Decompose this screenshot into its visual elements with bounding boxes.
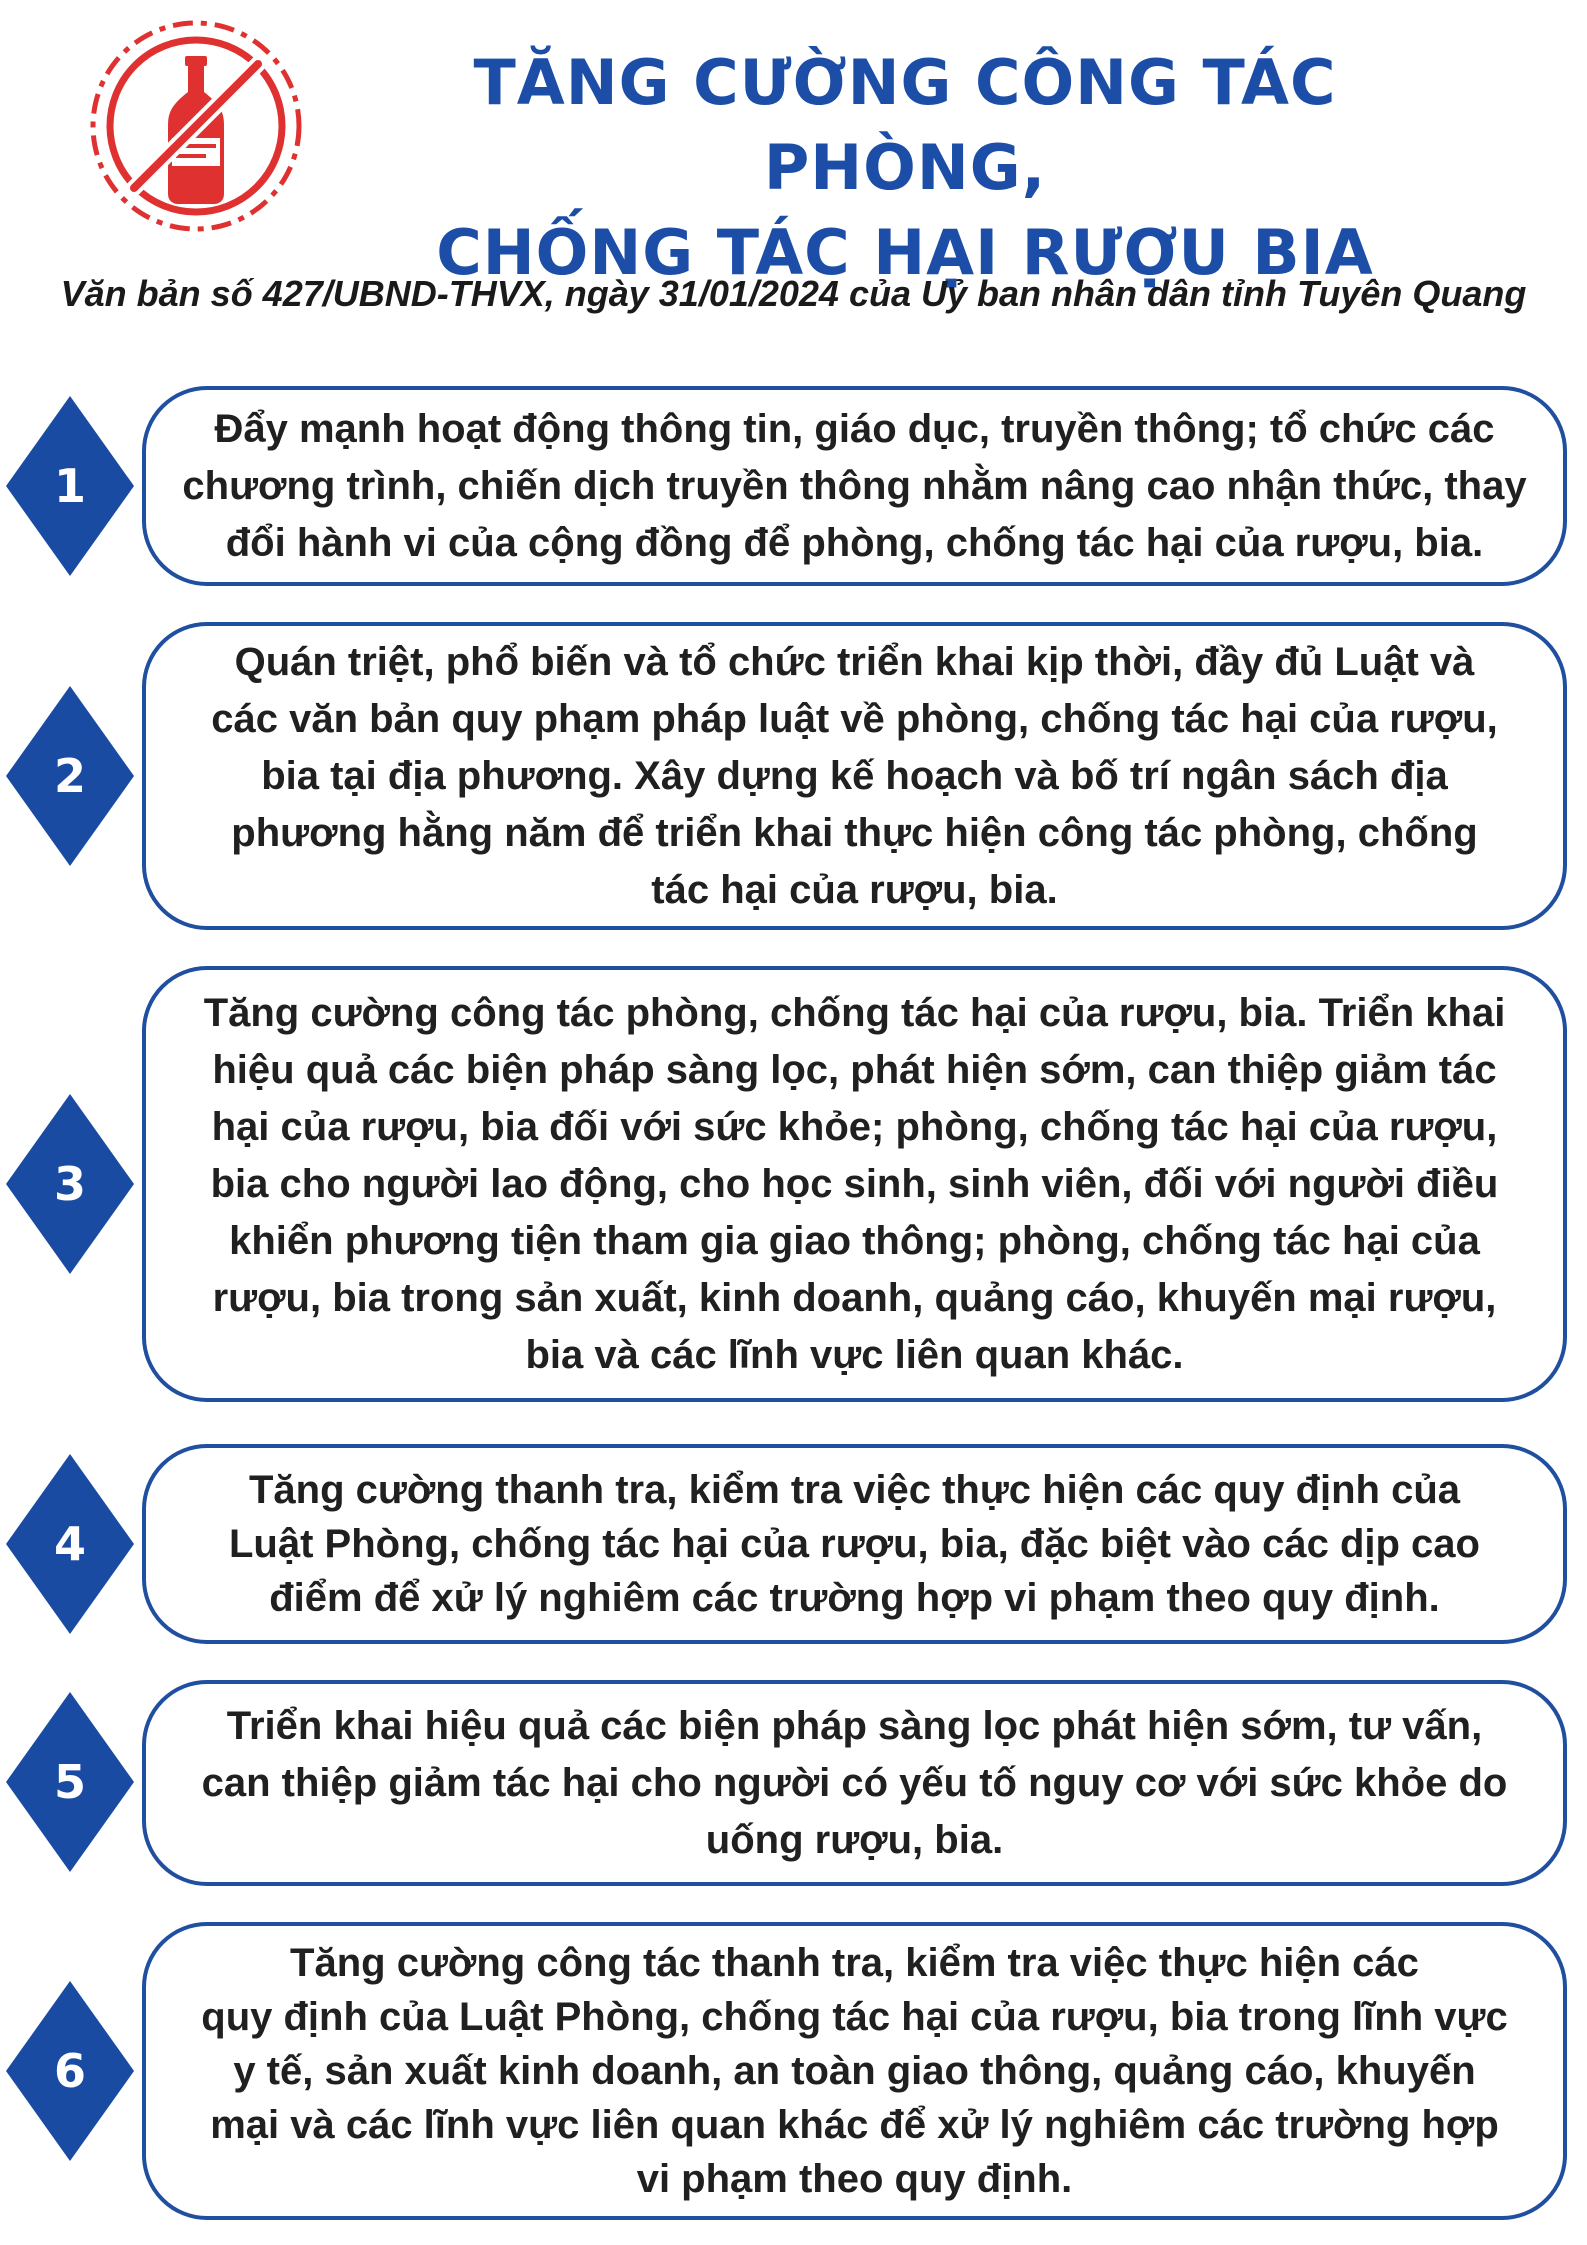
- page-title: [330, 40, 1480, 295]
- title-line-1: TĂNG CƯỜNG CÔNG TÁC PHÒNG,: [473, 46, 1337, 204]
- item-text: [202, 1698, 1508, 1869]
- list-item-4: [0, 1444, 1587, 1644]
- item-text-box: [142, 1922, 1567, 2220]
- number-badge: [6, 1692, 134, 1872]
- number-badge: [6, 396, 134, 576]
- item-number: 3: [53, 1157, 86, 1211]
- item-number: 6: [53, 2044, 86, 2098]
- number-badge: [6, 1454, 134, 1634]
- item-text-line: y tế, sản xuất kinh doanh, an toàn giao thông, quảng cáo, khuyến: [233, 2049, 1476, 2093]
- item-text-line: tác hại của rượu, bia.: [651, 867, 1058, 912]
- item-text-line: uống rượu, bia.: [705, 1817, 1004, 1862]
- item-number: 5: [53, 1755, 86, 1809]
- item-text-line: Quán triệt, phổ biến và tổ chức triển khai kịp thời, đầy đủ Luật và: [234, 639, 1475, 684]
- list-item-1: [0, 386, 1587, 586]
- item-number: 1: [53, 459, 86, 513]
- item-text-line: Tăng cường công tác thanh tra, kiểm tra việc thực hiện các: [290, 1941, 1419, 1985]
- item-text: [229, 1463, 1480, 1625]
- item-text-line: hại của rượu, bia đối với sức khỏe; phòng, chống tác hại của rượu,: [211, 1104, 1498, 1149]
- item-number: 4: [53, 1517, 86, 1571]
- item-text-line: mại và các lĩnh vực liên quan khác để xử lý nghiêm các trường hợp: [210, 2103, 1499, 2147]
- list-item-3: [0, 966, 1587, 1402]
- item-text-line: bia và các lĩnh vực liên quan khác.: [525, 1332, 1184, 1377]
- item-text-line: Đẩy mạnh hoạt động thông tin, giáo dục, truyền thông; tổ chức các: [214, 406, 1495, 451]
- item-text: [201, 1936, 1507, 2206]
- item-text-line: điểm để xử lý nghiêm các trường hợp vi phạm theo quy định.: [269, 1576, 1440, 1620]
- title-line-2: CHỐNG TÁC HẠI RƯỢU BIA: [436, 216, 1374, 289]
- item-text-line: vi phạm theo quy định.: [636, 2157, 1073, 2201]
- item-text-line: Tăng cường công tác phòng, chống tác hại của rượu, bia. Triển khai: [203, 990, 1506, 1035]
- item-text-line: bia tại địa phương. Xây dựng kế hoạch và bố trí ngân sách địa: [261, 753, 1448, 798]
- item-text-line: phương hằng năm để triển khai thực hiện công tác phòng, chống: [231, 810, 1478, 855]
- item-text-box: [142, 1680, 1567, 1886]
- item-text-line: rượu, bia trong sản xuất, kinh doanh, quảng cáo, khuyến mại rượu,: [212, 1275, 1497, 1320]
- number-badge: [6, 1981, 134, 2161]
- item-text-line: chương trình, chiến dịch truyền thông nhằm nâng cao nhận thức, thay: [182, 463, 1527, 508]
- no-alcohol-icon: [84, 14, 308, 238]
- list-item-2: [0, 622, 1587, 930]
- item-text-line: các văn bản quy phạm pháp luật về phòng, chống tác hại của rượu,: [211, 696, 1498, 741]
- list-item-6: [0, 1922, 1587, 2220]
- item-text-line: khiển phương tiện tham gia giao thông; phòng, chống tác hại của: [229, 1218, 1480, 1263]
- item-text-box: [142, 1444, 1567, 1644]
- item-text-box: [142, 622, 1567, 930]
- item-text: [204, 985, 1506, 1384]
- item-text-line: Tăng cường thanh tra, kiểm tra việc thực hiện các quy định của: [248, 1468, 1461, 1512]
- number-badge: [6, 686, 134, 866]
- item-text-line: bia cho người lao động, cho học sinh, sinh viên, đối với người điều: [210, 1161, 1499, 1206]
- item-text-box: [142, 386, 1567, 586]
- item-text-line: Luật Phòng, chống tác hại của rượu, bia, đặc biệt vào các dịp cao: [229, 1522, 1480, 1566]
- item-text-line: đổi hành vi của cộng đồng để phòng, chống tác hại của rượu, bia.: [225, 520, 1484, 565]
- item-text: [182, 401, 1526, 572]
- item-text-line: Triển khai hiệu quả các biện pháp sàng lọc phát hiện sớm, tư vấn,: [226, 1703, 1483, 1748]
- item-text: [211, 634, 1498, 919]
- item-text-line: can thiệp giảm tác hại cho người có yếu tố nguy cơ với sức khỏe do: [201, 1760, 1508, 1805]
- document-reference: Văn bản số 427/UBND-THVX, ngày 31/01/2024 của Uỷ ban nhân dân tỉnh Tuyên Quang: [60, 273, 1527, 314]
- number-badge: [6, 1094, 134, 1274]
- item-text-line: quy định của Luật Phòng, chống tác hại của rượu, bia trong lĩnh vực: [201, 1995, 1508, 2039]
- list-item-5: [0, 1680, 1587, 1886]
- item-text-line: hiệu quả các biện pháp sàng lọc, phát hiện sớm, can thiệp giảm tác: [212, 1047, 1497, 1092]
- item-number: 2: [53, 749, 86, 803]
- item-text-box: [142, 966, 1567, 1402]
